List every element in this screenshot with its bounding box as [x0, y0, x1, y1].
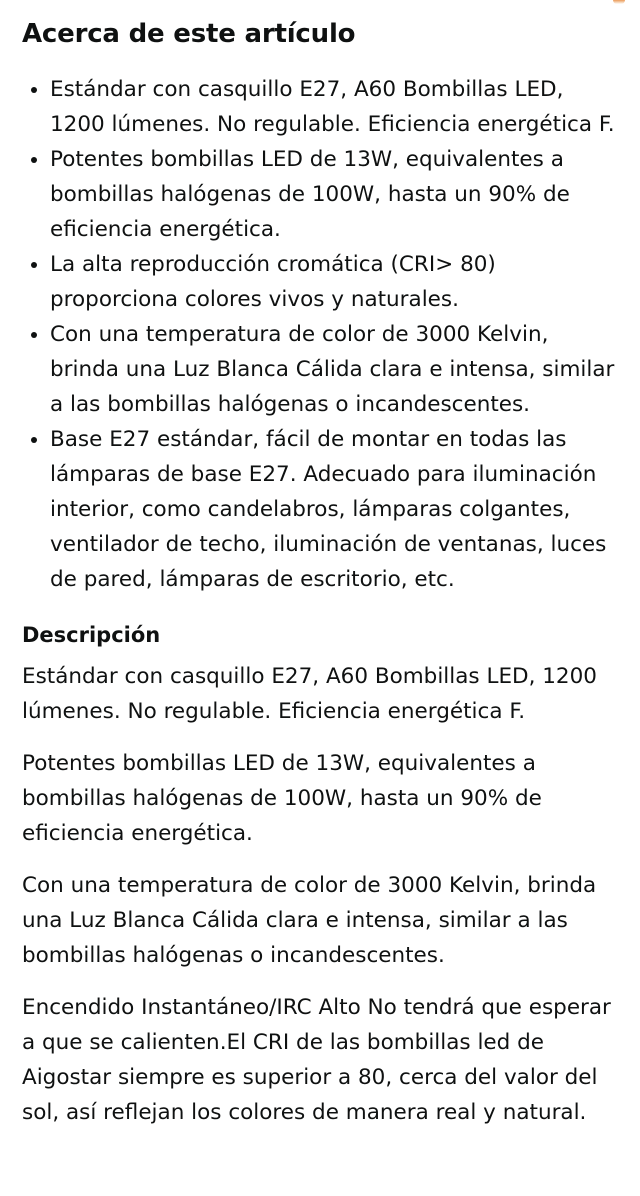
list-item-text: La alta reproducción cromática (CRI> 80) proporciona colores vivos y naturales. — [50, 252, 496, 312]
description-body — [22, 649, 618, 1130]
about-item-feature-list — [22, 50, 618, 597]
description-paragraph: Encendido Instantáneo/IRC Alto No tendrá que esperar a que se calienten.El CRI de las bombillas led de Aigostar siempre es superior a 80, cerca del valor del sol, así reflejan los colores de manera real y natural. — [22, 995, 611, 1125]
description-heading: Descripción — [22, 623, 161, 647]
list-item — [22, 247, 618, 317]
list-item-text: Estándar con casquillo E27, A60 Bombillas LED, 1200 lúmenes. No regulable. Eficiencia energética F. — [50, 77, 615, 137]
description-paragraph: Con una temperatura de color de 3000 Kelvin, brinda una Luz Blanca Cálida clara e intensa, similar a las bombillas halógenas o incandescentes. — [22, 873, 597, 968]
list-item — [22, 317, 618, 422]
page-title: Acerca de este artículo — [22, 19, 356, 49]
list-item — [22, 422, 618, 597]
bullet-icon — [31, 437, 37, 443]
list-item — [22, 72, 618, 142]
description-paragraph: Estándar con casquillo E27, A60 Bombillas LED, 1200 lúmenes. No regulable. Eficiencia energética F. — [22, 664, 597, 724]
list-item — [22, 142, 618, 247]
list-item-text: Con una temperatura de color de 3000 Kelvin, brinda una Luz Blanca Cálida clara e intensa, similar a las bombillas halógenas o incandescentes. — [50, 322, 615, 417]
description-paragraph: Potentes bombillas LED de 13W, equivalentes a bombillas halógenas de 100W, hasta un 90% de eficiencia energética. — [22, 751, 542, 846]
bullet-icon — [31, 157, 37, 163]
bullet-icon — [31, 87, 37, 93]
bullet-icon — [31, 332, 37, 338]
bullet-icon — [31, 262, 37, 268]
partial-orange-marker-icon — [613, 0, 625, 4]
list-item-text: Base E27 estándar, fácil de montar en todas las lámparas de base E27. Adecuado para iluminación interior, como candelabros, lámparas colgantes, ventilador de techo, iluminación de ventanas, luces de pared, lámparas de escritorio, etc. — [50, 427, 607, 592]
list-item-text: Potentes bombillas LED de 13W, equivalentes a bombillas halógenas de 100W, hasta un 90% de eficiencia energética. — [50, 147, 570, 242]
